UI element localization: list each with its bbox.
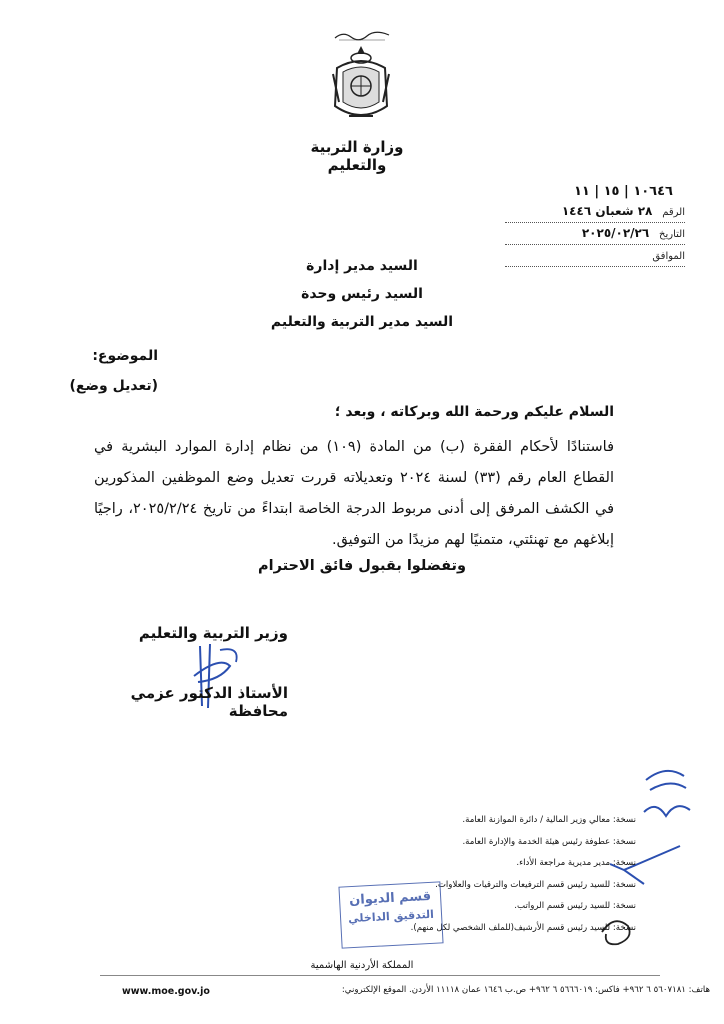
copy-line: نسخة: معالي وزير المالية / دائرة الموازنة العامة. [462,815,636,825]
closing: وتفضلوا بقبول فائق الاحترام [258,558,466,574]
letter-body: فاستنادًا لأحكام الفقرة (ب) من المادة (١٠٩) من نظام إدارة الموارد البشرية في القطاع العام رقم (٣٣) لسنة ٢٠٢٤ وتعديلاته قررت تعديل وضع الموظفين المذكورين في الكشف المرفق إلى أدنى مربوط الدرجة الخاصة ابتداءً من تاريخ ٢٠٢٥/٢/٢٤، راجيًا إبلاغهم مع تهنئتي، متمنيًا لهم مزيدًا من التوفيق. [94,439,614,548]
website-link[interactable]: www.moe.gov.jo [122,986,210,997]
copy-line: نسخة: للسيد رئيس قسم الرواتب. [514,901,636,911]
footer-contact: هاتف: ٥٦٠٧١٨١ ٦ ٩٦٢+ فاكس: ٥٦٦٦٠١٩ ٦ ٩٦٢+ ص.ب ١٦٤٦ عمان ١١١١٨ الأردن. الموقع الإلكتروني: [341,985,710,995]
department-stamp [338,881,443,948]
hijri-date: ٢٨ شعبان ١٤٤٦ [561,204,653,218]
copy-line: نسخة: مدير مديرية مراجعة الأداء. [516,858,636,868]
subject-label: الموضوع: [92,348,158,364]
crest-caption [333,28,391,42]
reference-number: ١٠٦٤٦ | ١٥ | ١١ [573,184,673,199]
gregorian-date: ٢٠٢٥/٠٢/٢٦ [581,226,650,240]
greeting: السلام عليكم ورحمة الله وبركاته ، وبعد ؛ [334,404,614,420]
handwritten-mark-icon [636,760,696,830]
addressee-1: السيد مدير إدارة [306,258,418,274]
hijri-date-line [505,204,685,223]
subject-text: (تعديل وضع) [69,378,158,394]
stamp-subtitle: التدقيق الداخلي [347,907,435,926]
date-label: التاريخ [659,229,685,240]
copy-line: نسخة: عطوفة رئيس هيئة الخدمة والإدارة العامة. [462,836,636,847]
ministry-name: وزارة التربية والتعليم [310,138,404,174]
signer-name: الأستاذ الدكتور عزمي محافظة [130,684,288,720]
coat-of-arms-icon [329,44,393,128]
footer-country: المملكة الأردنية الهاشمية [310,960,414,971]
signer-title: وزير التربية والتعليم [138,624,288,642]
number-label: الرقم [662,207,685,218]
gregorian-date-line [505,226,685,245]
corresponding-label: الموافق [652,251,685,262]
copy-line: نسخة: للسيد رئيس قسم الترفيعات والترقيات والعلاوات. [435,879,636,890]
copy-line: نسخة: للسيد رئيس قسم الأرشيف(للملف الشخصي لكل منهم). [410,922,636,933]
footer-divider [100,975,660,976]
addressee-3: السيد مدير التربية والتعليم [270,314,454,330]
stamp-department: قسم الديوان [348,888,432,909]
addressee-2: السيد رئيس وحدة [301,286,423,302]
